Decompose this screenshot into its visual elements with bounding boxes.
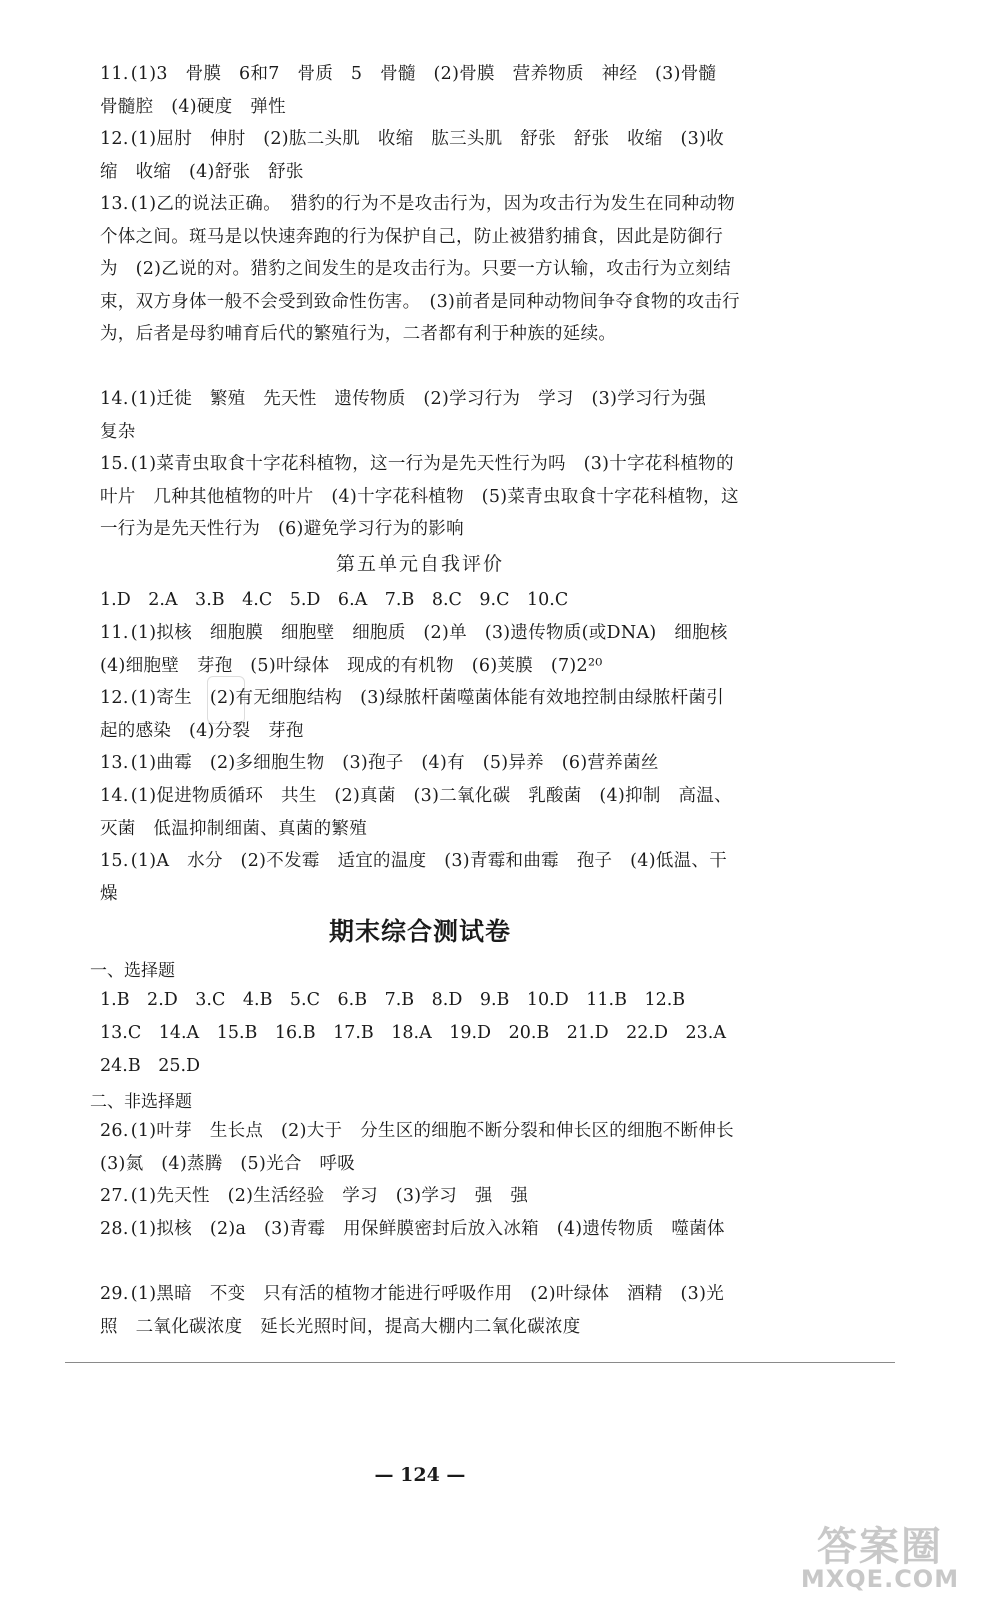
- item-number: 13.: [100, 753, 129, 773]
- nonchoice-heading: 二、非选择题: [90, 1092, 192, 1112]
- choice-heading: 一、选择题: [90, 961, 175, 981]
- item-number: 11.: [100, 64, 129, 84]
- answer-item-11: [100, 617, 746, 682]
- answer-item-13: [100, 188, 740, 351]
- final-test-title: 期末综合测试卷: [328, 917, 511, 946]
- item-text: (1)先天性 (2)生活经验 学习 (3)学习 强 强: [130, 1186, 529, 1206]
- item-text: (1)曲霉 (2)多细胞生物 (3)孢子 (4)有 (5)异养 (6)营养菌丝: [130, 753, 659, 773]
- answer-item-12: [100, 123, 740, 188]
- mc-answers-line2: 13.C 14.A 15.B 16.B 17.B 18.A 19.D 20.B 21.D 22.D 23.A: [100, 1023, 726, 1043]
- item-text: (1)屈肘 伸肘 (2)肱二头肌 收缩 肱三头肌 舒张 舒张 收缩 (3)收缩 收缩 (4)舒张 舒张: [100, 129, 724, 182]
- answer-item-11: [100, 58, 740, 123]
- watermark-text: 答案圈: [817, 1524, 943, 1570]
- footer-divider: [65, 1362, 895, 1363]
- item-number: 13.: [100, 194, 129, 214]
- answer-item-28: [100, 1213, 740, 1246]
- item-number: 12.: [100, 688, 129, 708]
- item-number: 14.: [100, 389, 129, 409]
- item-number: 14.: [100, 786, 129, 806]
- item-text: (1)迁徙 繁殖 先天性 遗传物质 (2)学习行为 学习 (3)学习行为强 复杂: [100, 389, 725, 442]
- item-number: 15.: [100, 454, 129, 474]
- item-text: (1)菜青虫取食十字花科植物，这一行为是先天性行为吗 (3)十字花科植物的叶片 几种其他植物的叶片 (4)十字花科植物 (5)菜青虫取食十字花科植物，这一行为是先天性行为 (6)避免学习行为的影响: [100, 454, 739, 539]
- item-number: 29.: [100, 1284, 129, 1304]
- item-text: (1)A 水分 (2)不发霉 适宜的温度 (3)青霉和曲霉 孢子 (4)低温、干燥: [100, 851, 728, 904]
- item-number: 26.: [100, 1121, 129, 1141]
- answer-item-27: [100, 1180, 740, 1213]
- item-text: (1)黑暗 不变 只有活的植物才能进行呼吸作用 (2)叶绿体 酒精 (3)光照 二氧化碳浓度 延长光照时间，提高大棚内二氧化碳浓度: [100, 1284, 724, 1337]
- page-number: — 124 —: [374, 1464, 466, 1486]
- answer-item-26: [100, 1115, 752, 1180]
- item-number: 11.: [100, 623, 129, 643]
- item-number: 28.: [100, 1219, 129, 1239]
- item-text: (1)促进物质循环 共生 (2)真菌 (3)二氧化碳 乳酸菌 (4)抑制 高温、灭菌 低温抑制细菌、真菌的繁殖: [100, 786, 732, 839]
- answer-item-15: [100, 845, 740, 910]
- mc-answers-line1: 1.B 2.D 3.C 4.B 5.C 6.B 7.B 8.D 9.B 10.D 11.B 12.B: [100, 990, 686, 1010]
- item-text: (1)拟核 细胞膜 细胞壁 细胞质 (2)单 (3)遗传物质(或DNA) 细胞核 (4)细胞壁 芽孢 (5)叶绿体 现成的有机物 (6)荚膜 (7)2²⁰: [100, 623, 746, 676]
- item-number: 27.: [100, 1186, 129, 1206]
- mc-answers-line3: 24.B 25.D: [100, 1056, 201, 1076]
- item-text: (1)3 骨膜 6和7 骨质 5 骨髓 (2)骨膜 营养物质 神经 (3)骨髓 骨髓腔 (4)硬度 弹性: [100, 64, 735, 117]
- item-text: (1)寄生 (2)有无细胞结构 (3)绿脓杆菌噬菌体能有效地控制由绿脓杆菌引起的感染 (4)分裂 芽孢: [100, 688, 724, 741]
- watermark-url: MXQE.COM: [800, 1565, 960, 1593]
- item-number: 15.: [100, 851, 129, 871]
- answer-item-15: [100, 448, 740, 546]
- answer-item-29: [100, 1278, 740, 1343]
- item-text: (1)乙的说法正确。 猎豹的行为不是攻击行为，因为攻击行为发生在同种动物个体之间。斑马是以快速奔跑的行为保护自己，防止被猎豹捕食，因此是防御行为 (2)乙说的对。猎豹之间发生的是攻击行为。只要一方认输，攻击行为立刻结束，双方身体一般不会受到致命性伤害。 (3)前者是同种动物间争夺食物的攻击行为，后者是母豹哺育后代的繁殖行为，二者都有利于种族的延续。: [100, 194, 740, 344]
- answer-item-13: [100, 747, 740, 780]
- section-title: 第五单元自我评价: [335, 553, 504, 575]
- answer-item-14: [100, 383, 740, 448]
- item-text: (1)叶芽 生长点 (2)大于 分生区的细胞不断分裂和伸长区的细胞不断伸长 (3)氮 (4)蒸腾 (5)光合 呼吸: [100, 1121, 752, 1174]
- watermark-logo: [790, 1515, 970, 1595]
- mc-answers: 1.D 2.A 3.B 4.C 5.D 6.A 7.B 8.C 9.C 10.C: [100, 590, 569, 610]
- answer-item-12: [100, 682, 740, 747]
- answer-item-14: [100, 780, 740, 845]
- item-text: (1)拟核 (2)a (3)青霉 用保鲜膜密封后放入冰箱 (4)遗传物质 噬菌体: [130, 1219, 725, 1239]
- item-number: 12.: [100, 129, 129, 149]
